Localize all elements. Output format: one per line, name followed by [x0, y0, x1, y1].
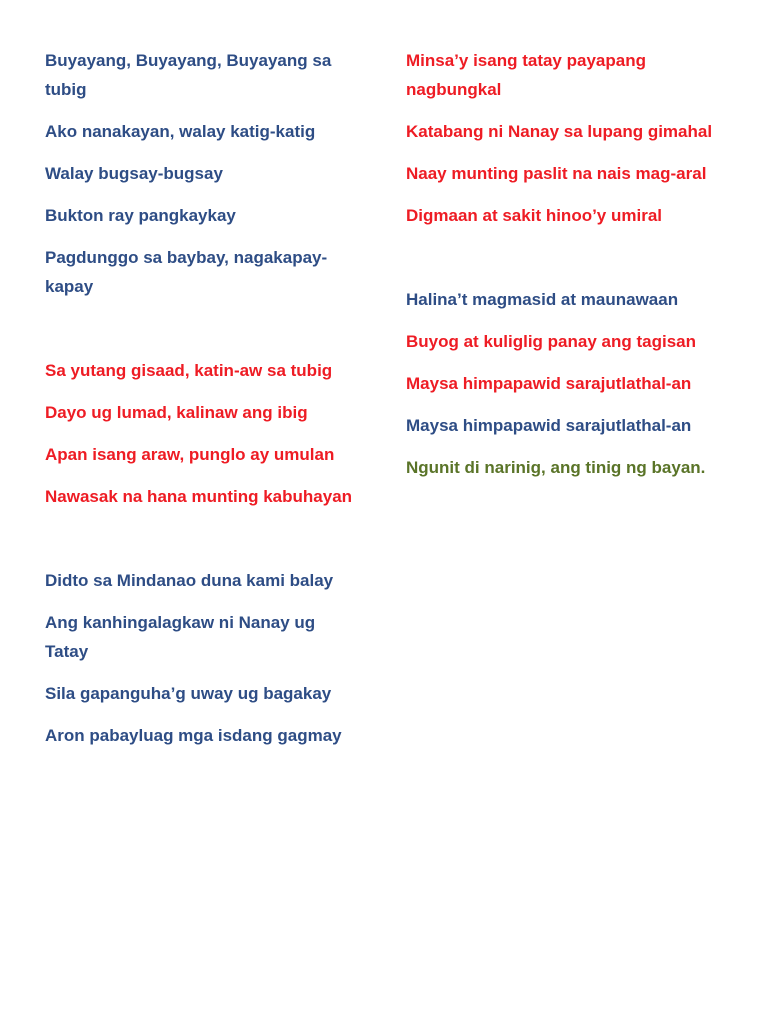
lyric-line: Aron pabayluag mga isdang gagmay [45, 726, 342, 745]
lyric-line: Digmaan at sakit hinoo’y umiral [406, 206, 663, 225]
lyric-line: Minsa’y isang tatay payapang nagbungkal [406, 51, 646, 99]
stanza [406, 285, 746, 482]
lyric-line: Maysa himpapawid sarajutlathal-an [406, 416, 692, 435]
stanza [45, 566, 363, 750]
lyric-line: Maysa himpapawid sarajutlathal-an [406, 374, 692, 393]
lyric-line: Buyayang, Buyayang, Buyayang sa tubig [45, 51, 332, 99]
lyric-line: Katabang ni Nanay sa lupang gimahal [406, 122, 713, 141]
stanza [406, 46, 746, 230]
stanza-spacer [45, 314, 363, 356]
lyric-line: Apan isang araw, punglo ay umulan [45, 445, 335, 464]
lyric-line: Buyog at kuliglig panay ang tagisan [406, 332, 696, 351]
lyric-line: Dayo ug lumad, kalinaw ang ibig [45, 403, 308, 422]
stanza [45, 46, 363, 301]
lyric-line: Sila gapanguha’g uway ug bagakay [45, 684, 332, 703]
lyric-line: Pagdunggo sa baybay, nagakapay-kapay [45, 248, 328, 296]
left-column [45, 46, 363, 763]
lyric-line: Nawasak na hana munting kabuhayan [45, 487, 353, 506]
lyric-line: Sa yutang gisaad, katin-aw sa tubig [45, 361, 333, 380]
lyric-line: Halina’t magmasid at maunawaan [406, 290, 679, 309]
lyric-line: Walay bugsay-bugsay [45, 164, 223, 183]
lyric-line: Bukton ray pangkaykay [45, 206, 236, 225]
stanza-spacer [45, 524, 363, 566]
right-column [406, 46, 746, 495]
stanza [45, 356, 363, 511]
lyric-line: Ngunit di narinig, ang tinig ng bayan. [406, 458, 706, 477]
lyric-line: Ako nanakayan, walay katig-katig [45, 122, 316, 141]
lyric-line: Didto sa Mindanao duna kami balay [45, 571, 334, 590]
lyric-line: Ang kanhingalagkaw ni Nanay ug Tatay [45, 613, 316, 661]
stanza-spacer [406, 243, 746, 285]
lyric-line: Naay munting paslit na nais mag-aral [406, 164, 707, 183]
